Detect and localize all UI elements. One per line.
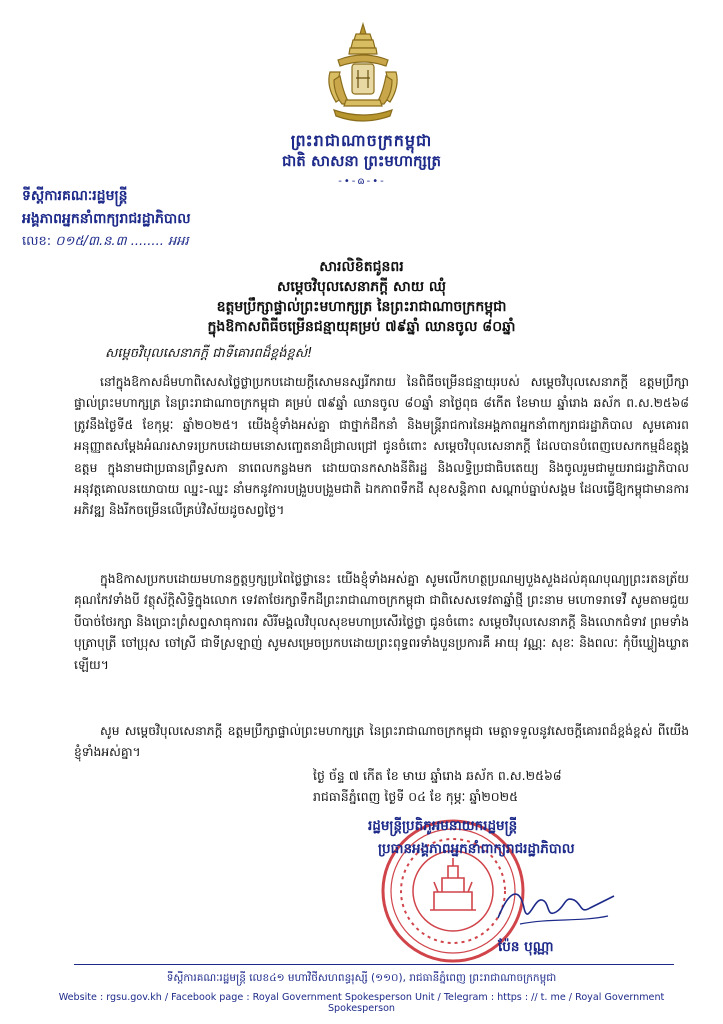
body-paragraph-2: [74, 569, 689, 676]
paragraph-text: សូម សម្តេចវិបុលសេនាភក្តី ឧត្តមប្រឹក្សាផ្ទាល់ព្រះមហាក្សត្រ នៃព្រះរាជាណាចក្រកម្ពុជា មេត្តាទទួលនូវសេចក្តីគោរពដ៏ខ្ពង់ខ្ពស់ ពីយើងខ្ញុំទាំងអស់គ្នា។: [74, 724, 689, 760]
date-lunar: ថ្ងៃ ច័ន្ទ ៧ កើត ខែ មាឃ ឆ្នាំរោង ឆស័ក ព.ស.២៥៦៨: [313, 768, 562, 783]
sender-office: ទីស្តីការគណៈរដ្ឋមន្ត្រី: [22, 188, 128, 204]
paragraph-text: នៅក្នុងឱកាសដ៏មហាពិសេសថ្លៃថ្លាប្រកបដោយក្តីសោមនស្សរីករាយ នៃពិធីចម្រើនជន្មាយុរបស់ សម្តេចវិបុលសេនាភក្តី ឧត្តមប្រឹក្សាផ្ទាល់ព្រះមហាក្សត្រ នៃព្រះរាជាណាចក្រកម្ពុជា គម្រប់ ៧៩ឆ្នាំ ឈានចូល ៨០ឆ្នាំ នាថ្ងៃពុធ ៨កើត ខែមាឃ ឆ្នាំរោង ឆស័ក ព.ស.២៥៦៨ ត្រូវនឹងថ្ងៃទី៥ ខែកុម្ភៈ ឆ្នាំ២០២៥។ យើងខ្ញុំទាំងអស់គ្នា ជាថ្នាក់ដឹកនាំ និងមន្ត្រីរាជការនៃអង្គភាពអ្នកនាំពាក្យរាជរដ្ឋាភិបាល សូមគោរពអនុញ្ញាតសម្តែងអំណរសាទរប្រកបដោយមនោសញ្ចេតនាដ៏ជ្រាលជ្រៅ ជូនចំពោះ សម្តេចវិបុលសេនាភក្តី ដែលបានបំពេញបេសកកម្មដ៏ឧត្តុង្គឧត្តម ក្នុងនាមជាប្រធានព្រឹទ្ធសភា នាពេលកន្លងមក ដោយបានកសាងនីតិរដ្ឋ និងលទ្ធិប្រជាធិបតេយ្យ និងចូលរួមជាមួយរាជរដ្ឋាភិបាល អនុវត្តគោលនយោបាយ ឈ្នះ-ឈ្នះ នាំមកនូវការបង្រួបបង្រួមជាតិ ឯកភាពទឹកដី សុខសន្តិភាព សណ្តាប់ធ្នាប់សង្គម ដែលធ្វើឱ្យកម្ពុជាមានការអភិវឌ្ឍ និងរីកចម្រើនលើគ្រប់វិស័យដូចសព្វថ្ងៃ។: [74, 375, 689, 518]
date-solar: រាជធានីភ្នំពេញ ថ្ងៃទី ០៤ ខែ កុម្ភៈ ឆ្នាំ២០២៥: [313, 789, 518, 804]
reference-value: ០១៥/៣.ន.៣ ........ អអរ: [55, 234, 189, 249]
paragraph-text: ក្នុងឱកាសប្រកបដោយមហានក្ខត្តឫក្សប្រពៃថ្លៃថ្លានេះ យើងខ្ញុំទាំងអស់គ្នា សូមលើកហត្ថប្រណម្យបួងសួងដល់គុណបុណ្យព្រះរតនត្រ័យ គុណកែវទាំងបី វត្ថុស័ក្តិសិទ្ធិក្នុងលោក ទេវតាថែរក្សាទឹកដីព្រះរាជាណាចក្រកម្ពុជា ជាពិសេសទេវតាឆ្នាំថ្មី ព្រះនាម មហោទរាទេវី សូមតាមជួយបីបាច់ថែរក្សា និងប្រោះព្រំសព្ទសាធុការពរ សិរីមង្គលវិបុលសុខមហាប្រសើរថ្លៃថ្លា ជូនចំពោះ សម្តេចវិបុលសេនាភក្តី និងលោកជំទាវ ព្រមទាំងបុត្រាបុត្រី ចៅប្រុស ចៅស្រី ជាទីស្រឡាញ់ សូមសម្រេចប្រកបដោយព្រះពុទ្ធពរទាំងបួនប្រការគឺ អាយុ វណ្ណៈ សុខៈ និងពលៈ កុំបីឃ្លៀងឃ្លាតឡើយ។: [74, 572, 689, 672]
footer-links: Website : rgsu.gov.kh / Facebook page : Royal Government Spokesperson Unit / Telegram : https : // t. me / Royal Government Spokesperson: [58, 992, 665, 1014]
ornament-divider: -•-ɷ-•-: [338, 176, 386, 187]
signatory-title-2: ប្រធានអង្គភាពអ្នកនាំពាក្យរាជរដ្ឋាភិបាល: [378, 841, 575, 857]
signatory-name: ប៉ែន បុណ្ណា: [498, 939, 554, 955]
body-paragraph-3: [74, 721, 689, 764]
reference-number: [22, 233, 189, 252]
footer-divider: [74, 964, 674, 965]
subject-line-3: ក្នុងឱកាសពិធីចម្រើនជន្មាយុគម្រប់ ៧៩ឆ្នាំ ឈានចូល ៨០ឆ្នាំ: [207, 319, 516, 335]
salutation: សម្តេចវិបុលសេនាភក្តី ជាទីគោរពដ៏ខ្ពង់ខ្ពស់!: [105, 346, 313, 361]
national-motto: ជាតិ សាសនា ព្រះមហាក្សត្រ: [282, 152, 441, 170]
reference-label: លេខ:: [22, 234, 52, 249]
footer-address: ទីស្តីការគណៈរដ្ឋមន្ត្រី លេខ៤១ មហាវិថីសហពន្ធរុស្សី (១១០), រាជធានីភ្នំពេញ ព្រះរាជាណាចក្រកម្ពុជា: [166, 972, 557, 984]
kingdom-name: ព្រះរាជាណាចក្រកម្ពុជា: [290, 131, 433, 150]
body-paragraph-1: [74, 372, 689, 522]
document-type: សារលិខិតជូនពរ: [319, 259, 404, 275]
signatory-title-1: រដ្ឋមន្ត្រីប្រតិភូអមនាយករដ្ឋមន្ត្រី: [368, 818, 518, 834]
handwritten-signature-icon: [490, 878, 620, 936]
subject-line-2: ឧត្តមប្រឹក្សាផ្ទាល់ព្រះមហាក្សត្រ នៃព្រះរាជាណាចក្រកម្ពុជា: [216, 299, 507, 315]
royal-coat-of-arms-icon: [320, 20, 406, 128]
subject-line-1: សម្តេចវិបុលសេនាភក្តី សាយ ឈុំ: [276, 279, 447, 295]
sender-department: អង្គភាពអ្នកនាំពាក្យរាជរដ្ឋាភិបាល: [22, 211, 191, 227]
